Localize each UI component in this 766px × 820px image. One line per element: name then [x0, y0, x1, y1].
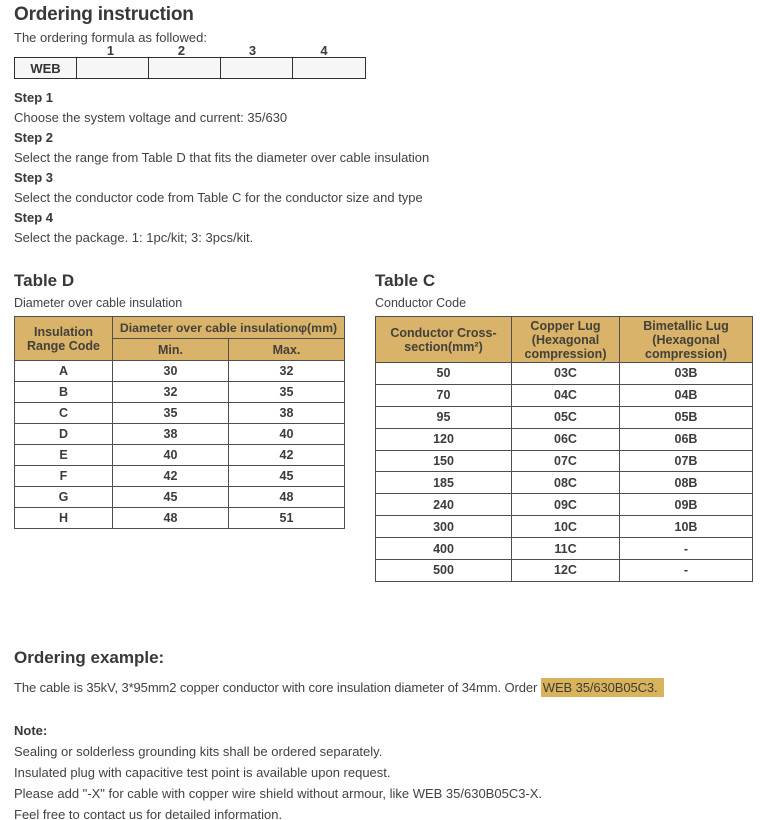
formula-position-label-1: 1	[106, 43, 115, 58]
table-c-title: Table C	[375, 271, 436, 290]
note-line-3: Please add "-X" for cable with copper wire shield without armour, like WEB 35/630B05C3-X.	[14, 786, 543, 801]
ordering-example-text-before: The cable is 35kV, 3*95mm2 copper conductor with core insulation diameter of 34mm. Order	[14, 680, 541, 695]
table-c-header-row	[376, 317, 753, 363]
table-cell: 42	[113, 466, 229, 487]
table-cell: 09C	[512, 494, 620, 516]
step-4-label: Step 4	[14, 210, 54, 225]
table-cell: -	[620, 560, 753, 582]
formula-intro-text: The ordering formula as followed:	[14, 30, 207, 45]
table-cell: 35	[113, 403, 229, 424]
formula-blank-cell-3	[221, 58, 293, 79]
table-cell: 07B	[620, 450, 753, 472]
table-row	[376, 538, 753, 560]
step-1-text: Choose the system voltage and current: 35/630	[14, 110, 288, 125]
ordering-example-section	[14, 648, 754, 695]
table-cell: 40	[229, 424, 345, 445]
table-d-section	[14, 271, 354, 529]
table-cell: D	[15, 424, 113, 445]
table-cell: 40	[113, 445, 229, 466]
table-cell: 48	[229, 487, 345, 508]
table-cell: 150	[376, 450, 512, 472]
table-c-body	[376, 363, 753, 582]
table-d-header-diameter: Diameter over cable insulationφ(mm)	[113, 317, 345, 339]
table-cell: 32	[113, 382, 229, 403]
table-c-section	[375, 271, 755, 582]
formula-table	[14, 57, 366, 79]
table-row	[376, 516, 753, 538]
table-cell: 06B	[620, 428, 753, 450]
table-cell: 42	[229, 445, 345, 466]
formula-prefix-cell: WEB	[15, 58, 77, 79]
table-cell: 10B	[620, 516, 753, 538]
table-d-body	[15, 361, 345, 529]
formula-position-labels	[14, 43, 360, 58]
table-cell: 05B	[620, 406, 753, 428]
step-3-text: Select the conductor code from Table C for the conductor size and type	[14, 190, 423, 205]
table-row	[15, 361, 345, 382]
table-cell: B	[15, 382, 113, 403]
note-line-4: Feel free to contact us for detailed information.	[14, 807, 283, 820]
table-c-header-cross-section: Conductor Cross-section(mm²)	[376, 317, 512, 363]
table-cell: 51	[229, 508, 345, 529]
formula-position-label-3: 3	[248, 43, 257, 58]
table-cell: G	[15, 487, 113, 508]
table-d-subtitle: Diameter over cable insulation	[14, 296, 183, 310]
table-c-header	[376, 317, 753, 363]
table-row	[15, 487, 345, 508]
table-cell: 38	[113, 424, 229, 445]
table-cell: 06C	[512, 428, 620, 450]
step-3-label: Step 3	[14, 170, 54, 185]
table-d-header-row-1	[15, 317, 345, 339]
note-label: Note:	[14, 723, 48, 738]
table-d-header-min: Min.	[113, 339, 229, 361]
table-cell: 185	[376, 472, 512, 494]
table-c-subtitle: Conductor Code	[375, 296, 467, 310]
table-cell: 95	[376, 406, 512, 428]
table-c	[375, 316, 753, 582]
table-cell: 400	[376, 538, 512, 560]
table-cell: C	[15, 403, 113, 424]
table-cell: 09B	[620, 494, 753, 516]
table-row	[15, 445, 345, 466]
table-cell: 38	[229, 403, 345, 424]
table-cell: 03B	[620, 363, 753, 385]
table-cell: 05C	[512, 406, 620, 428]
step-1-label: Step 1	[14, 90, 54, 105]
table-row	[15, 424, 345, 445]
table-d-header	[15, 317, 345, 361]
table-c-header-copper-lug: Copper Lug (Hexagonal compression)	[512, 317, 620, 363]
table-d	[14, 316, 345, 529]
page-title: Ordering instruction	[14, 4, 194, 25]
step-2-text: Select the range from Table D that fits the diameter over cable insulation	[14, 150, 430, 165]
table-cell: -	[620, 538, 753, 560]
table-cell: 08C	[512, 472, 620, 494]
table-cell: 240	[376, 494, 512, 516]
table-cell: E	[15, 445, 113, 466]
table-cell: 48	[113, 508, 229, 529]
table-cell: H	[15, 508, 113, 529]
note-section	[14, 720, 542, 820]
step-2-label: Step 2	[14, 130, 54, 145]
formula-blank-cell-4	[293, 58, 366, 79]
step-4-text: Select the package. 1: 1pc/kit; 3: 3pcs/kit.	[14, 230, 254, 245]
table-cell: 11C	[512, 538, 620, 560]
table-row	[15, 508, 345, 529]
table-row	[15, 382, 345, 403]
table-cell: 35	[229, 382, 345, 403]
formula-label-spacer	[14, 43, 75, 58]
table-cell: 32	[229, 361, 345, 382]
formula-blank-cell-2	[149, 58, 221, 79]
table-cell: 04C	[512, 384, 620, 406]
table-row	[376, 472, 753, 494]
formula-blank-cell-1	[77, 58, 149, 79]
formula-row	[15, 58, 366, 79]
table-cell: 300	[376, 516, 512, 538]
table-c-header-bimetallic-lug: Bimetallic Lug (Hexagonal compression)	[620, 317, 753, 363]
table-cell: 08B	[620, 472, 753, 494]
table-cell: 30	[113, 361, 229, 382]
table-row	[376, 363, 753, 385]
note-line-2: Insulated plug with capacitive test point is available upon request.	[14, 765, 391, 780]
table-d-title: Table D	[14, 271, 75, 290]
table-d-header-range-code: Insulation Range Code	[15, 317, 113, 361]
table-cell: 70	[376, 384, 512, 406]
ordering-example-title: Ordering example:	[14, 648, 165, 667]
table-row	[376, 560, 753, 582]
table-row	[376, 384, 753, 406]
table-cell: 45	[229, 466, 345, 487]
ordering-example-text	[14, 680, 754, 695]
table-cell: 10C	[512, 516, 620, 538]
steps-section	[14, 88, 429, 248]
table-cell: A	[15, 361, 113, 382]
table-row	[376, 428, 753, 450]
table-cell: 07C	[512, 450, 620, 472]
formula-position-label-4: 4	[320, 43, 328, 58]
table-cell: 04B	[620, 384, 753, 406]
table-row	[15, 403, 345, 424]
table-cell: 12C	[512, 560, 620, 582]
table-cell: 120	[376, 428, 512, 450]
note-line-1: Sealing or solderless grounding kits shall be ordered separately.	[14, 744, 383, 759]
table-cell: 500	[376, 560, 512, 582]
table-cell: 03C	[512, 363, 620, 385]
table-cell: F	[15, 466, 113, 487]
table-row	[376, 450, 753, 472]
table-row	[376, 406, 753, 428]
table-cell: 45	[113, 487, 229, 508]
table-row	[376, 494, 753, 516]
formula-position-label-2: 2	[177, 43, 186, 58]
table-row	[15, 466, 345, 487]
table-cell: 50	[376, 363, 512, 385]
table-d-header-max: Max.	[229, 339, 345, 361]
ordering-example-highlighted-code: WEB 35/630B05C3.	[541, 678, 664, 697]
